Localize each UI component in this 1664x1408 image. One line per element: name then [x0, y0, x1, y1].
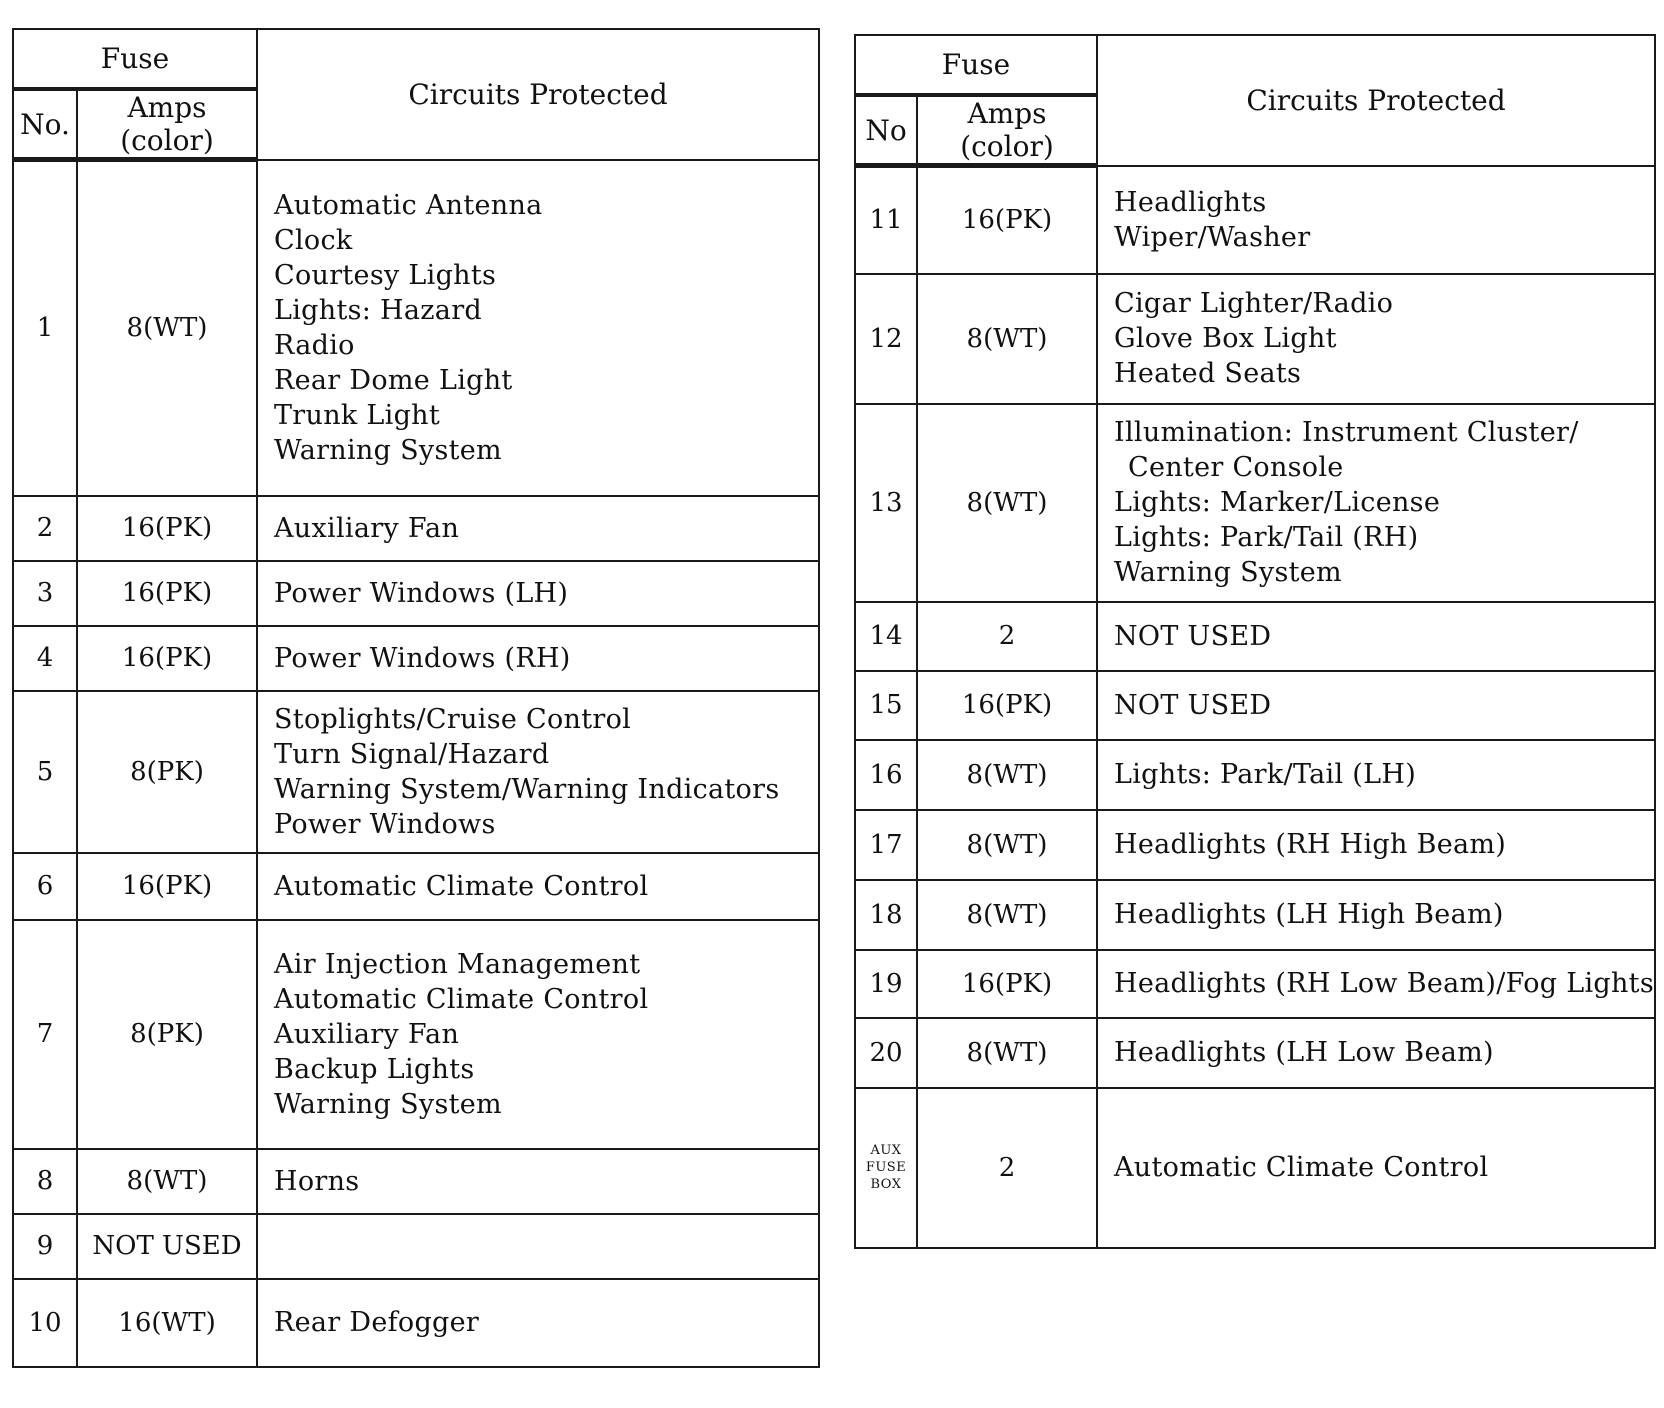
circuit-item: Automatic Climate Control — [1114, 1152, 1489, 1183]
right-fuse-table — [854, 34, 1656, 1249]
fuse-amps: 16(PK) — [77, 853, 257, 920]
table-row — [855, 740, 1655, 810]
circuit-item: Automatic Antenna — [274, 189, 543, 221]
table-row — [13, 920, 819, 1149]
circuits-cell — [257, 920, 819, 1149]
circuit-item: Wiper/Washer — [1114, 221, 1311, 253]
circuits-cell — [257, 626, 819, 691]
circuit-item: Warning System — [274, 1088, 502, 1120]
fuse-number: 6 — [13, 853, 77, 920]
table-row — [855, 671, 1655, 740]
circuits-cell — [257, 160, 819, 496]
circuit-item: Power Windows (RH) — [274, 642, 571, 674]
fuse-number-header: No. — [13, 89, 77, 160]
circuit-item: Lights: Park/Tail (LH) — [1114, 759, 1417, 790]
circuits-cell — [1097, 740, 1655, 810]
fuse-number: 20 — [855, 1018, 917, 1088]
circuit-item: Horns — [274, 1165, 360, 1197]
fuse-number: 3 — [13, 561, 77, 626]
fuse-number: 4 — [13, 626, 77, 691]
circuits-cell — [1097, 274, 1655, 404]
fuse-amps: 8(WT) — [917, 810, 1097, 880]
circuit-item: Radio — [274, 329, 355, 361]
fuse-header: Fuse — [855, 35, 1097, 95]
circuits-cell — [257, 1149, 819, 1214]
circuits-cell — [257, 1279, 819, 1367]
fuse-number: 18 — [855, 880, 917, 950]
fuse-amps: 2 — [917, 1088, 1097, 1248]
circuits-protected-header: Circuits Protected — [1097, 35, 1655, 166]
circuits-cell — [257, 853, 819, 920]
fuse-number: 2 — [13, 496, 77, 561]
circuit-item: Headlights (LH High Beam) — [1114, 899, 1504, 930]
fuse-amps: 16(WT) — [77, 1279, 257, 1367]
circuits-cell — [257, 1214, 819, 1279]
aux-fuse-box-label — [855, 1088, 917, 1248]
fuse-number: 16 — [855, 740, 917, 810]
circuit-item: Automatic Climate Control — [274, 870, 649, 902]
circuits-cell — [1097, 602, 1655, 671]
table-row — [13, 160, 819, 496]
circuit-item: Rear Dome Light — [274, 364, 513, 396]
circuits-cell — [1097, 671, 1655, 740]
fuse-number: 17 — [855, 810, 917, 880]
circuits-cell — [1097, 880, 1655, 950]
circuit-item: Center Console — [1128, 452, 1344, 483]
circuits-cell — [1097, 404, 1655, 602]
fuse-number: 11 — [855, 166, 917, 274]
fuse-amps: 8(WT) — [917, 274, 1097, 404]
circuits-cell — [1097, 1088, 1655, 1248]
fuse-header: Fuse — [13, 29, 257, 89]
table-row — [855, 404, 1655, 602]
circuits-cell — [257, 691, 819, 853]
table-row — [13, 853, 819, 920]
circuits-cell — [257, 561, 819, 626]
circuit-item: Clock — [274, 224, 353, 256]
circuit-item: Power Windows (LH) — [274, 577, 569, 609]
circuit-item: Headlights (RH High Beam) — [1114, 829, 1507, 860]
circuit-item: Lights: Marker/License — [1114, 487, 1441, 518]
circuit-item: Headlights — [1114, 186, 1267, 218]
circuit-item: NOT USED — [1114, 620, 1272, 652]
aux-label-line: AUX — [870, 1143, 902, 1158]
circuit-item: Headlights (RH Low Beam)/Fog Lights — [1114, 968, 1654, 999]
fuse-amps: 16(PK) — [917, 950, 1097, 1018]
table-row — [855, 950, 1655, 1018]
circuit-item: Trunk Light — [274, 399, 441, 431]
fuse-amps: 8(WT) — [917, 880, 1097, 950]
circuit-item: Glove Box Light — [1114, 323, 1337, 354]
fuse-amps: 16(PK) — [917, 166, 1097, 274]
fuse-amps-header: Amps (color) — [917, 95, 1097, 166]
fuse-number: 13 — [855, 404, 917, 602]
circuits-protected-header: Circuits Protected — [257, 29, 819, 160]
fuse-amps: NOT USED — [77, 1214, 257, 1279]
circuits-cell — [1097, 810, 1655, 880]
table-row — [855, 166, 1655, 274]
table-row — [855, 880, 1655, 950]
table-row — [13, 1149, 819, 1214]
circuits-cell — [1097, 950, 1655, 1018]
circuit-item: Auxiliary Fan — [274, 512, 460, 544]
fuse-number: 9 — [13, 1214, 77, 1279]
fuse-amps: 8(WT) — [917, 404, 1097, 602]
circuit-item: Backup Lights — [274, 1053, 475, 1085]
circuit-item: Power Windows — [274, 808, 496, 840]
table-row — [13, 561, 819, 626]
circuit-item: Stoplights/Cruise Control — [274, 703, 632, 735]
circuit-item: Cigar Lighter/Radio — [1114, 288, 1394, 319]
circuit-item: Warning System — [1114, 557, 1342, 588]
circuits-cell — [1097, 166, 1655, 274]
fuse-amps: 8(WT) — [77, 1149, 257, 1214]
circuit-item: Air Injection Management — [274, 948, 641, 980]
fuse-amps: 2 — [917, 602, 1097, 671]
fuse-amps: 16(PK) — [77, 626, 257, 691]
circuit-item: Lights: Park/Tail (RH) — [1114, 522, 1419, 553]
fuse-number: 19 — [855, 950, 917, 1018]
table-row — [855, 1088, 1655, 1248]
fuse-amps: 8(WT) — [917, 740, 1097, 810]
left-fuse-table — [12, 28, 820, 1368]
circuit-item: Rear Defogger — [274, 1307, 480, 1338]
table-row — [13, 626, 819, 691]
table-row — [855, 602, 1655, 671]
circuit-item: Turn Signal/Hazard — [274, 738, 550, 770]
fuse-amps: 8(PK) — [77, 691, 257, 853]
table-row — [13, 1279, 819, 1367]
circuits-cell — [1097, 1018, 1655, 1088]
fuse-amps-header: Amps (color) — [77, 89, 257, 160]
fuse-number-header: No — [855, 95, 917, 166]
circuit-item: Warning System/Warning Indicators — [274, 773, 780, 805]
circuit-item: Illumination: Instrument Cluster/ — [1114, 417, 1579, 448]
fuse-amps: 8(PK) — [77, 920, 257, 1149]
fuse-amps: 16(PK) — [77, 561, 257, 626]
circuit-item: NOT USED — [1114, 689, 1272, 721]
fuse-number: 7 — [13, 920, 77, 1149]
circuits-cell — [257, 496, 819, 561]
circuit-item: Heated Seats — [1114, 358, 1302, 389]
circuit-item: Automatic Climate Control — [274, 983, 649, 1015]
table-row — [855, 810, 1655, 880]
aux-label-line: BOX — [870, 1177, 902, 1192]
circuit-item: Warning System — [274, 434, 502, 466]
fuse-number: 8 — [13, 1149, 77, 1214]
circuit-item: Headlights (LH Low Beam) — [1114, 1037, 1494, 1068]
table-row — [855, 1018, 1655, 1088]
fuse-amps: 8(WT) — [77, 160, 257, 496]
table-row — [13, 1214, 819, 1279]
fuse-number: 1 — [13, 160, 77, 496]
fuse-amps: 16(PK) — [77, 496, 257, 561]
fuse-number: 15 — [855, 671, 917, 740]
fuse-number: 5 — [13, 691, 77, 853]
aux-label-line: FUSE — [865, 1160, 907, 1175]
fuse-amps: 8(WT) — [917, 1018, 1097, 1088]
circuit-item: Auxiliary Fan — [274, 1018, 460, 1050]
fuse-number: 14 — [855, 602, 917, 671]
fuse-number: 10 — [13, 1279, 77, 1367]
table-row — [13, 496, 819, 561]
fuse-number: 12 — [855, 274, 917, 404]
table-row — [855, 274, 1655, 404]
table-row — [13, 691, 819, 853]
circuit-item: Courtesy Lights — [274, 259, 497, 291]
fuse-amps: 16(PK) — [917, 671, 1097, 740]
circuit-item: Lights: Hazard — [274, 294, 482, 326]
